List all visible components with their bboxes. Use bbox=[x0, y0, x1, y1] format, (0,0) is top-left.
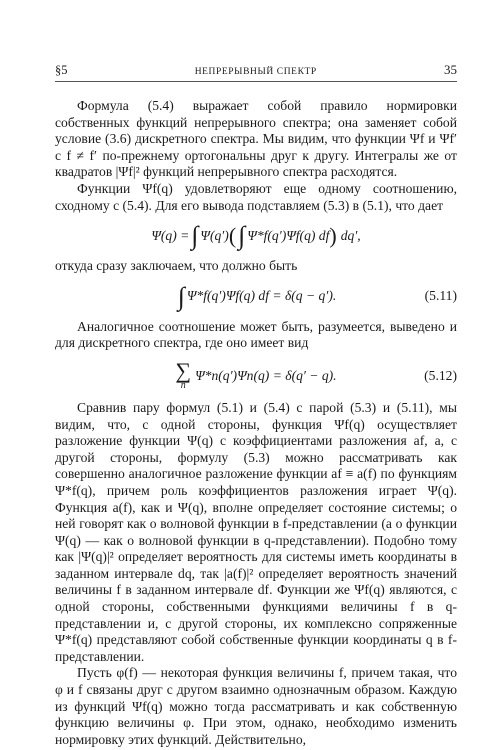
section-number: §5 bbox=[55, 63, 68, 77]
equation-unnumbered bbox=[55, 221, 457, 251]
eq-a-body: Ψ(q′) bbox=[200, 227, 229, 243]
eq-512-body: Ψ*n(q′)Ψn(q) = δ(q′ − q). bbox=[195, 367, 337, 383]
paragraph-3: откуда сразу заключаем, что должно быть bbox=[55, 258, 298, 274]
paren-open: ( bbox=[228, 222, 237, 248]
eq-a-inner: Ψ*f(q′)Ψf(q) df bbox=[247, 227, 330, 243]
running-title: НЕПРЕРЫВНЫЙ СПЕКТР bbox=[194, 67, 317, 77]
integral-sign: ∫ bbox=[177, 281, 185, 311]
paren-close: ) bbox=[329, 222, 337, 248]
paragraph-6: Пусть φ(f) — некоторая функция величины f, причем такая, что φ и f связаны друг с другом взаимно однозначным образом. Каждую из функций Ψf(q) можно тогда рассматривать и как собственную функцию величины φ. При этом, однако, необходимо изменить нормировку этих функций. Действительно, bbox=[55, 665, 457, 747]
sum-operator bbox=[175, 357, 192, 391]
page-body bbox=[55, 98, 457, 748]
paragraph-2: Функции Ψf(q) удовлетворяют еще одному соотношению, сходному с (5.4). Для его вывода подставляем (5.3) в (5.1), что дает bbox=[55, 180, 457, 213]
eq-a-lhs: Ψ(q) = bbox=[151, 227, 190, 243]
sum-index: n bbox=[180, 379, 186, 391]
equation-tag: (5.12) bbox=[424, 367, 457, 383]
equation-5-12 bbox=[55, 359, 457, 393]
integral-sign: ∫ bbox=[238, 221, 246, 251]
eq-511-body: Ψ*f(q′)Ψf(q) df = δ(q − q′). bbox=[186, 288, 337, 304]
sigma-sign: ∑ bbox=[175, 357, 192, 383]
integral-sign: ∫ bbox=[191, 221, 199, 251]
paragraph-5: Сравнив пару формул (5.1) и (5.4) с парой (5.3) и (5.11), мы видим, что, с одной стороны, функция Ψf(q) осуществляет разложение функции Ψ(q) с коэффициентами разложения af, а, с другой стороны, формулу (5.3) можно рассматривать как совершенно аналогичное разложение функции af ≡ a(f) по функциям Ψ*f(q), причем роль коэффициентов разложения играет Ψ(q). Функция a(f), как и Ψ(q), вполне определяет состояние системы; о ней говорят как о волновой функции в f-представлении (а о функции Ψ(q) — как о волновой функции в q-представлении). Подобно тому как |Ψ(q)|² определяет вероятность для системы иметь координаты в заданном интервале dq, так |a(f)|² определяет вероятность значений величины f в заданном интервале df. Функции же Ψf(q) являются, с одной стороны, собственными функциями величины f в q-представлении и, с другой стороны, их комплексно сопряженные Ψ*f(q) представляют собой собственные функции координаты q в f-представлении. bbox=[55, 399, 457, 664]
eq-a-tail: dq′, bbox=[340, 227, 361, 243]
equation-5-11 bbox=[55, 282, 457, 312]
equation-tag: (5.11) bbox=[424, 288, 457, 304]
page-number: 35 bbox=[444, 62, 457, 77]
header-rule bbox=[55, 81, 457, 82]
running-header bbox=[55, 62, 457, 81]
paragraph-4: Аналогичное соотношение может быть, разумеется, выведено и для дискретного спектра, где оно имеет вид bbox=[55, 318, 457, 351]
paragraph-1: Формула (5.4) выражает собой правило нормировки собственных функций непрерывного спектра; она заменяет собой условие (3.6) дискретного спектра. Мы видим, что функции Ψf и Ψf′ с f ≠ f′ по-прежнему ортогональны друг к другу. Интегралы же от квадратов |Ψf|² функций непрерывного спектра расходятся. bbox=[55, 98, 457, 180]
